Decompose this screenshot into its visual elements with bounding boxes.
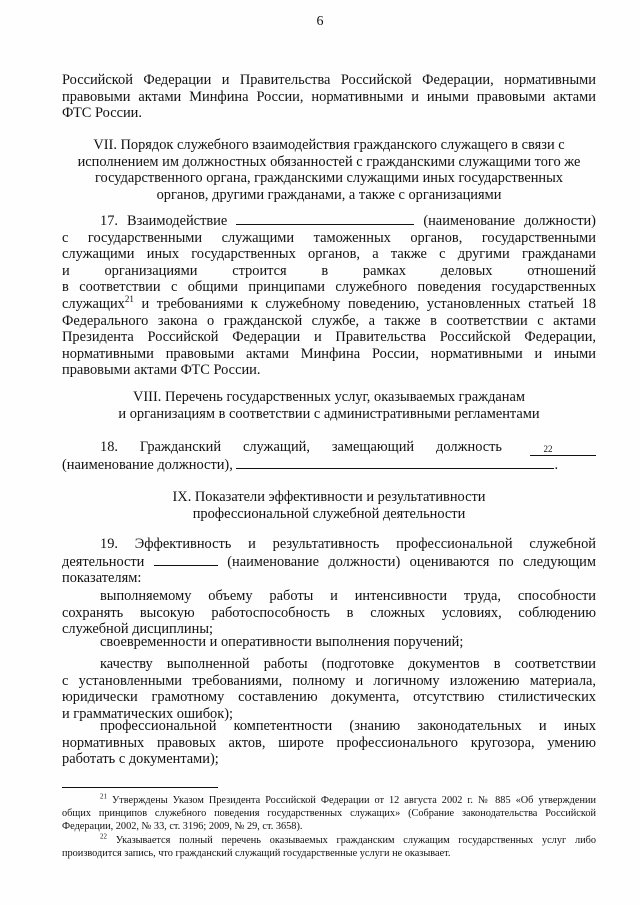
text-span: (наименование должности)	[423, 213, 596, 229]
footnote-line	[62, 832, 596, 848]
footnote-line	[62, 792, 596, 808]
text-span: и требованиями к служебному поведению, установленных статьей 18	[133, 295, 596, 312]
heading-line: органов, другими гражданами, а также с организациями	[156, 186, 502, 203]
footnote-number: 22	[100, 832, 107, 841]
section-7-heading	[62, 137, 596, 203]
section-8-heading	[62, 389, 596, 422]
indicator-item	[62, 718, 596, 768]
text-line: нормативных правовых актов, широте профессионального кругозора, умению	[62, 734, 596, 751]
text-line: и организациями строится в рамках деловых отношений	[62, 262, 596, 279]
heading-line: IX. Показатели эффективности и результативности	[172, 489, 486, 505]
text-line: нормативными правовыми актами Минфина России, нормативными и иными	[62, 345, 596, 362]
heading-line: исполнением им должностных обязанностей с гражданскими служащими того же	[77, 153, 581, 170]
blank-line	[154, 553, 218, 566]
text-line: в соответствии с общими принципами служебного поведения государственных	[62, 279, 596, 296]
text-line: выполняемому объему работы и интенсивности труда, способности	[100, 588, 596, 604]
text-line: с установленными требованиями, полному и логичному изложению материала,	[62, 672, 596, 689]
heading-line: и организациям в соответствии с административными регламентами	[118, 405, 540, 422]
page-number: 6	[316, 14, 324, 29]
text-line: Российской Федерации и Правительства Российской Федерации, нормативными	[62, 72, 596, 88]
footnote-21	[62, 792, 596, 833]
text-line: служащими иных государственных органов, а также с другими гражданами	[62, 246, 596, 263]
footnote-number: 21	[100, 792, 107, 801]
text-line: 19. Эффективность и результативность профессиональной служебной	[100, 536, 596, 552]
paragraph-18	[62, 439, 596, 473]
text-line: своевременности и оперативности выполнения поручений;	[100, 634, 464, 650]
text-line: правовыми актами Минфина России, нормативными и иными правовыми актами	[62, 88, 596, 105]
blank-line	[530, 443, 596, 456]
text-line: работать с документами);	[62, 751, 219, 768]
footnote-line: производится запись, что гражданский служащий государственные услуги не оказывает.	[62, 847, 451, 859]
indicator-item	[62, 656, 596, 722]
text-line	[62, 212, 596, 230]
text-span: 18. Гражданский служащий, замещающий должность	[100, 439, 502, 455]
heading-line: государственного органа, гражданскими служащими иных государственных	[95, 170, 563, 187]
paragraph-17	[62, 212, 596, 379]
text-line	[62, 296, 596, 313]
text-span: деятельности	[62, 553, 145, 570]
text-line: юридически грамотному составлению документа, отсутствию стилистических	[62, 689, 596, 706]
text-line	[62, 553, 596, 571]
text-line: Президента Российской Федерации и Правительства Российской Федерации,	[62, 329, 596, 346]
text-line: сохранять высокую работоспособность в сложных условиях, соблюдению	[62, 604, 596, 621]
text-span: 17. Взаимодействие	[100, 213, 228, 229]
text-span: .	[554, 456, 559, 473]
footnote-line: Федерации, 2002, № 33, ст. 3196; 2009, № 29, ст. 3658).	[62, 820, 303, 832]
indicator-item	[62, 588, 596, 638]
text-line: с государственными служащими таможенных органов, государственными	[62, 229, 596, 246]
paragraph-19	[62, 536, 596, 587]
heading-line: VIII. Перечень государственных услуг, оказываемых гражданам	[132, 389, 525, 405]
text-span: (наименование должности) оцениваются по следующим	[227, 553, 596, 570]
text-line: ФТС России.	[62, 105, 142, 122]
text-line: качеству выполненной работы (подготовке документов в соответствии	[100, 656, 596, 672]
intro-paragraph	[62, 72, 596, 122]
blank-line: 22	[236, 456, 554, 469]
heading-line: VII. Порядок служебного взаимодействия гражданского служащего в связи с	[93, 137, 565, 153]
footnote-separator	[62, 787, 218, 788]
section-9-heading	[62, 489, 596, 522]
footnote-22	[62, 832, 596, 861]
text-span: Указывается полный перечень оказываемых гражданским служащим государственных услуг либо	[107, 835, 596, 846]
text-line: показателям:	[62, 570, 142, 587]
text-line: служебной дисциплины;	[62, 621, 213, 638]
footnote-line: общих принципов служебного поведения государственных служащих» (Собрание законодательства Российской	[62, 807, 596, 819]
text-line: профессиональной компетентности (знанию законодательных и иных	[100, 718, 596, 734]
text-span: служащих	[62, 295, 125, 312]
text-line: и грамматических ошибок);	[62, 705, 234, 722]
heading-line: профессиональной служебной деятельности	[192, 505, 466, 522]
footnote-ref-21: 21	[124, 294, 134, 305]
text-line	[62, 439, 596, 456]
blank-line	[236, 212, 414, 225]
text-line: Федерального закона о гражданской службе, а также в соответствии с актами	[62, 312, 596, 329]
text-span: (наименование должности),	[62, 456, 233, 473]
text-span: Утверждены Указом Президента Российской Федерации от 12 августа 2002 г. № 885 «Об утверждении	[107, 795, 596, 806]
text-line: правовыми актами ФТС России.	[62, 362, 261, 379]
indicator-item	[62, 634, 596, 651]
